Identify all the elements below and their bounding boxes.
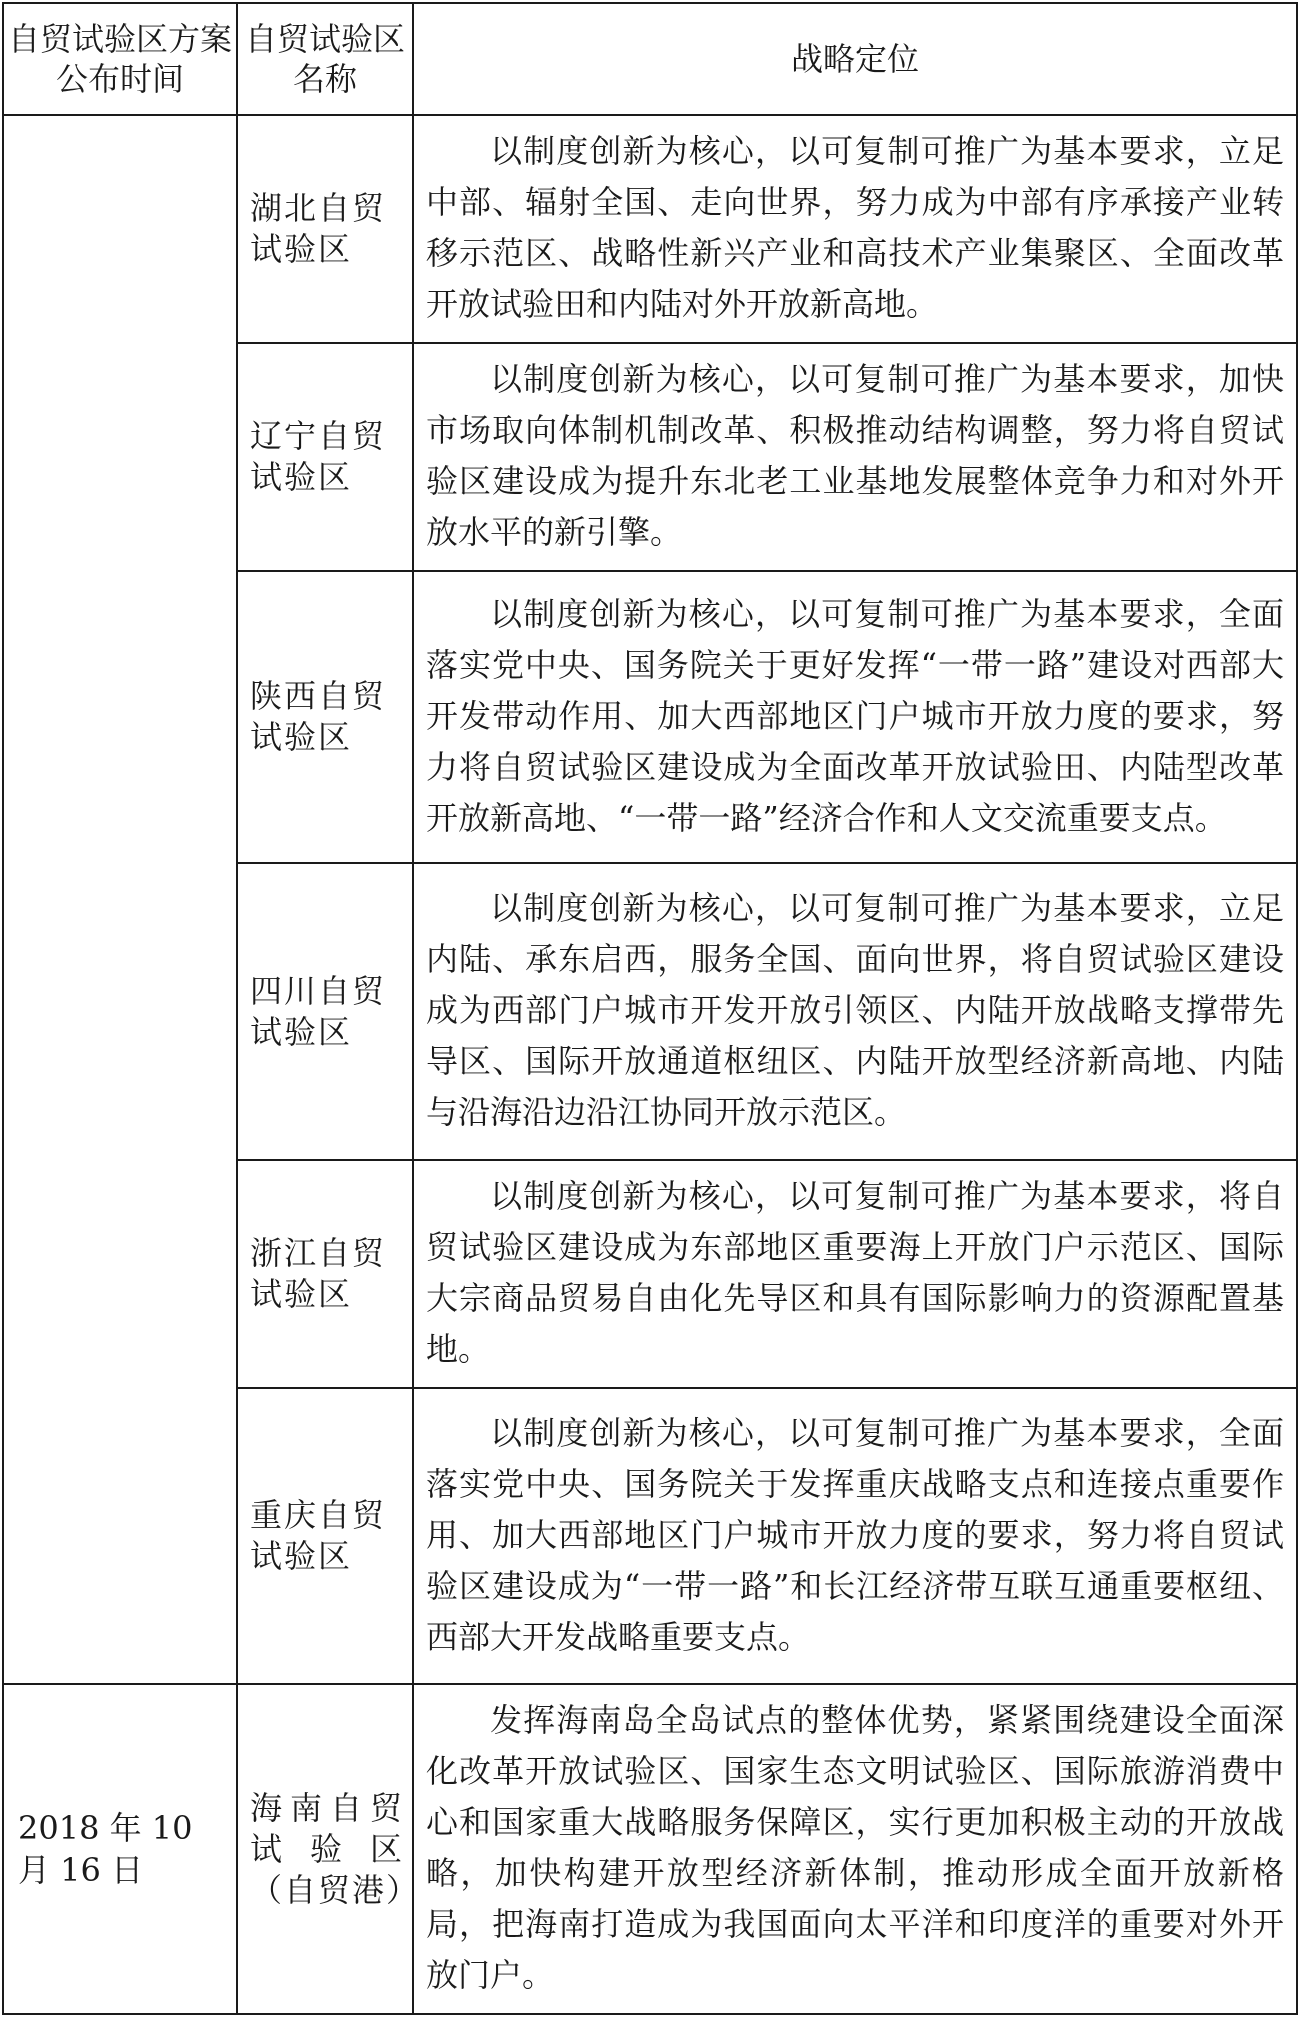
zone-name-cell: 重庆自贸试验区 (237, 1388, 413, 1684)
position-text: 以制度创新为核心，以可复制可推广为基本要求，全面落实党中央、国务院关于发挥重庆战略支点和连接点重要作用、加大西部地区门户城市开放力度的要求，努力将自贸试验区建设成为“一带一路”和长江经济带互联互通重要枢纽、西部大开发战略重要支点。 (426, 1413, 1284, 1656)
zone-name-cell: 浙江自贸试验区 (237, 1160, 413, 1388)
zone-name-cell: 辽宁自贸试验区 (237, 343, 413, 571)
zone-name-cell: 湖北自贸试验区 (237, 115, 413, 343)
position-text: 发挥海南岛全岛试点的整体优势，紧紧围绕建设全面深化改革开放试验区、国家生态文明试验区、国际旅游消费中心和国家重大战略服务保障区，实行更加积极主动的开放战略，加快构建开放型经济新体制，推动形成全面开放新格局，把海南打造成为我国面向太平洋和印度洋的重要对外开放门户。 (426, 1701, 1284, 1994)
position-text: 以制度创新为核心，以可复制可推广为基本要求，将自贸试验区建设成为东部地区重要海上开放门户示范区、国际大宗商品贸易自由化先导区和具有国际影响力的资源配置基地。 (426, 1177, 1284, 1368)
position-text: 以制度创新为核心，以可复制可推广为基本要求，立足内陆、承东启西，服务全国、面向世界，将自贸试验区建设成为西部门户城市开发开放引领区、内陆开放战略支撑带先导区、国际开放通道枢纽区、内陆开放型经济新高地、内陆与沿海沿边沿江协同开放示范区。 (426, 889, 1284, 1131)
position-cell (413, 1388, 1297, 1684)
zone-name-cell: 陕西自贸试验区 (237, 571, 413, 863)
position-cell (413, 343, 1297, 571)
zone-name-cell: 四川自贸试验区 (237, 863, 413, 1160)
position-text: 以制度创新为核心，以可复制可推广为基本要求，加快市场取向体制机制改革、积极推动结构调整，努力将自贸试验区建设成为提升东北老工业基地发展整体竞争力和对外开放水平的新引擎。 (426, 360, 1284, 551)
position-cell (413, 115, 1297, 343)
header-position: 战略定位 (413, 3, 1297, 115)
position-cell (413, 1160, 1297, 1388)
header-name: 自贸试验区名称 (237, 3, 413, 115)
position-cell (413, 571, 1297, 863)
table-row (3, 115, 1297, 343)
header-time: 自贸试验区方案公布时间 (3, 3, 237, 115)
position-text: 以制度创新为核心，以可复制可推广为基本要求，立足中部、辐射全国、走向世界，努力成为中部有序承接产业转移示范区、战略性新兴产业和高技术产业集聚区、全面改革开放试验田和内陆对外开放新高地。 (426, 132, 1284, 323)
time-cell: 2018 年 10 月 16 日 (3, 1684, 237, 2014)
position-cell (413, 863, 1297, 1160)
table-header-row (3, 3, 1297, 115)
position-cell (413, 1684, 1297, 2014)
table-row (3, 1684, 1297, 2014)
free-trade-zone-table (2, 2, 1298, 2015)
zone-name-cell: 海南自贸试验区（自贸港） (237, 1684, 413, 2014)
position-text: 以制度创新为核心，以可复制可推广为基本要求，全面落实党中央、国务院关于更好发挥“一带一路”建设对西部大开发带动作用、加大西部地区门户城市开放力度的要求，努力将自贸试验区建设成为全面改革开放试验田、内陆型改革开放新高地、“一带一路”经济合作和人文交流重要支点。 (426, 594, 1284, 837)
time-cell-empty (3, 115, 237, 1684)
